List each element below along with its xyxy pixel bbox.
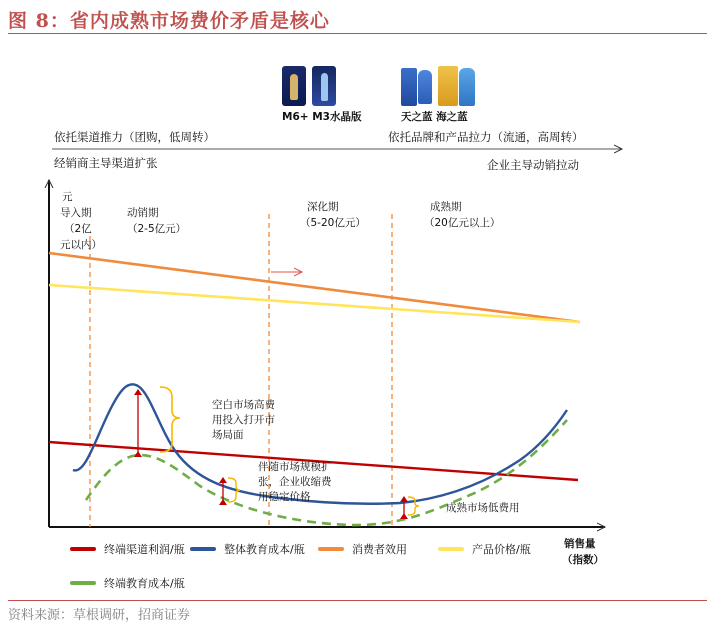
arrow-label-left-bottom: 经销商主导渠道扩张 — [54, 156, 158, 170]
product-label-right: 天之蓝 海之蓝 — [401, 111, 468, 123]
consumer-utility-line — [49, 253, 580, 322]
product-label-left: M6+ M3水晶版 — [282, 111, 362, 123]
phase-deepen-range: （5-20亿元） — [300, 217, 366, 229]
arrow-label-right-top: 依托品牌和产品拉力（流通，高周转） — [388, 130, 584, 144]
legend-item-price — [438, 542, 531, 556]
legend-item-consumer-utility — [318, 542, 407, 556]
source-note: 资料来源：草根调研，招商证券 — [8, 608, 191, 623]
phase-deepen-name: 深化期 — [307, 201, 339, 213]
legend-label: 整体教育成本/瓶 — [224, 543, 305, 556]
phase-intro-range-2: 元以内） — [60, 239, 102, 251]
phase-growth-range: （2-5亿元） — [127, 223, 187, 235]
phase-intro-range-1: （2亿 — [64, 223, 92, 235]
phase-mature-name: 成熟期 — [430, 201, 462, 213]
annotation-scale-1: 伴随市场规模扩 — [258, 461, 332, 473]
legend-label: 终端教育成本/瓶 — [104, 577, 185, 590]
figure-title: 图 8：省内成熟市场费价矛盾是核心 — [8, 10, 330, 32]
x-axis-label-2: （指数） — [562, 554, 604, 566]
legend-item-education-terminal — [70, 576, 185, 590]
annotation-scale-2: 张，企业收缩费 — [258, 476, 332, 488]
legend-label: 终端渠道利润/瓶 — [104, 543, 185, 556]
legend-swatch — [70, 547, 96, 551]
x-axis-label-1: 销售量 — [564, 538, 596, 550]
phase-mature-range: （20亿元以上） — [424, 217, 501, 229]
annotation-scale-3: 用稳定价格 — [258, 491, 311, 503]
annotation-high-cost-2: 用投入打开市 — [212, 414, 275, 426]
annotation-low-cost: 成熟市场低费用 — [446, 502, 520, 514]
arrow-label-left-top: 依托渠道推力（团购，低周转） — [54, 130, 215, 144]
legend-label: 产品价格/瓶 — [472, 543, 531, 556]
legend-item-terminal-profit — [70, 542, 185, 556]
arrow-label-right-bottom: 企业主导动销拉动 — [487, 158, 579, 172]
annotation-high-cost-1: 空白市场高费 — [212, 399, 275, 411]
phase-growth-name: 动销期 — [127, 207, 159, 219]
legend-swatch — [70, 581, 96, 585]
legend-swatch — [318, 547, 344, 551]
annotation-high-cost-3: 场局面 — [212, 429, 244, 441]
legend-swatch — [190, 547, 216, 551]
legend-label: 消费者效用 — [352, 543, 407, 556]
legend-item-education-total — [190, 542, 305, 556]
product-price-line — [49, 285, 580, 322]
phase-intro-name: 导入期 — [60, 207, 92, 219]
y-axis-label: 元 — [62, 191, 73, 203]
source-rule — [8, 600, 707, 601]
legend-swatch — [438, 547, 464, 551]
